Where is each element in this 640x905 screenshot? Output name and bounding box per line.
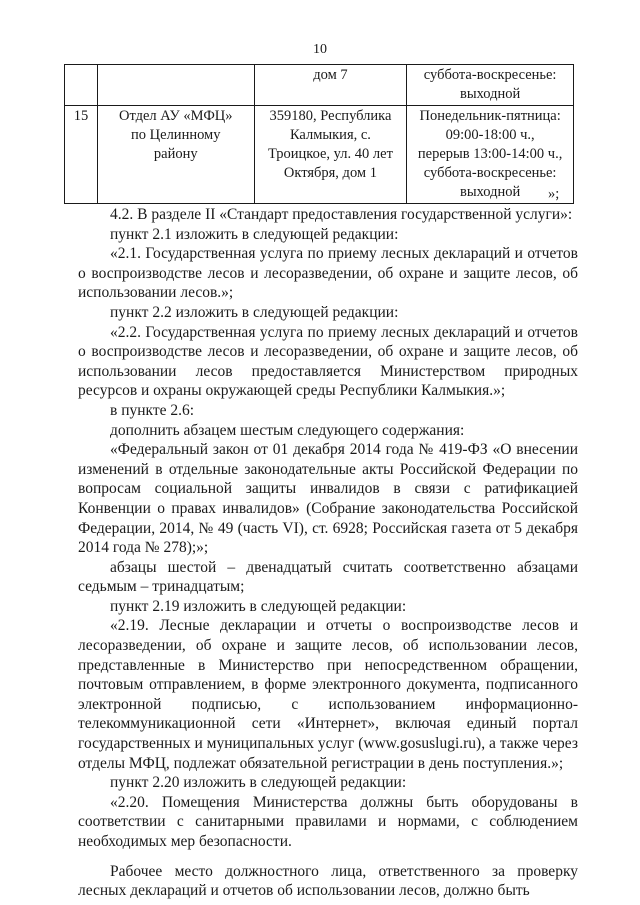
row-number-cell (65, 65, 98, 106)
cell-line: перерыв 13:00-14:00 ч., (417, 146, 563, 162)
office-name-cell (97, 65, 254, 106)
cell-line: дом 7 (313, 67, 348, 83)
body-paragraph: Рабочее место должностного лица, ответственного за проверку лесных деклараций и отчетов об использовании лесов, должно быть (78, 862, 578, 900)
cell-line: Понедельник-пятница: (419, 108, 561, 124)
table-row (65, 65, 574, 106)
quoted-paragraph: «2.2. Государственная услуга по приему лесных деклараций и отчетов о воспроизводстве лесов и лесоразведении, об охране и защите лесов, об использовании лесов предоставляется Министерством природных ресурсов и охраны окружающей среды Республики Калмыкия.»; (78, 323, 578, 400)
cell-line: Октября, дом 1 (283, 165, 377, 181)
section-heading-paragraph: 4.2. В разделе II «Стандарт предоставления государственной услуги»: (110, 206, 573, 223)
cell-line: Калмыкия, с. (289, 127, 371, 143)
cell-line: Отдел АУ «МФЦ» (119, 108, 233, 124)
instruction-paragraph: пункт 2.19 изложить в следующей редакции: (110, 597, 407, 615)
cell-line: выходной (460, 86, 521, 102)
table-closing-quote: »; (548, 186, 560, 202)
office-name-cell (97, 106, 254, 204)
office-address-cell (254, 65, 407, 106)
instruction-paragraph: дополнить абзацем шестым следующего содержания: (110, 421, 465, 439)
office-hours-cell (407, 65, 574, 106)
instruction-paragraph: абзацы шестой – двенадцатый считать соответственно абзацами седьмым – тринадцатым; (78, 558, 578, 596)
cell-line: району (153, 146, 198, 162)
cell-line: по Целинному (131, 127, 221, 143)
table-row (65, 106, 574, 204)
quoted-paragraph: «2.19. Лесные декларации и отчеты о воспроизводстве лесов и лесоразведении, об охране и защите лесов, об использовании лесов, представленные в Министерство при непосредственном обращении, почтовым отправлением, в форме электронного документа, подписанного электронной подписью, с использованием информационно-телекоммуникационной сети «Интернет», включая единый портал государственных и муниципальных услуг (www.gosuslugi.ru), а также через отделы МФЦ, подлежат обязательной регистрации в день поступления.»; (78, 617, 578, 772)
cell-line: 359180, Республика (269, 108, 392, 124)
office-address-cell (254, 106, 407, 204)
quoted-paragraph: «Федеральный закон от 01 декабря 2014 года № 419-ФЗ «О внесении изменений в отдельные законодательные акты Российской Федерации по вопросам социальной защиты инвалидов в связи с ратификацией Конвенции о правах инвалидов» (Собрание законодательства Российской Федерации, 2014, № 49 (часть VI), ст. 6928; Российская газета от 5 декабря 2014 года № 278);»; (78, 441, 578, 557)
row-number-cell: 15 (65, 106, 98, 204)
page-number: 10 (313, 42, 327, 57)
cell-line: суббота-воскресенье: (423, 165, 557, 181)
cell-line: Троицкое, ул. 40 лет (267, 146, 393, 162)
document-body (78, 205, 578, 901)
cell-line: выходной (460, 184, 521, 200)
instruction-paragraph: пункт 2.1 изложить в следующей редакции: (110, 225, 399, 243)
quoted-paragraph: «2.20. Помещения Министерства должны быть оборудованы в соответствии с санитарными правилами и нормами, с соблюдением необходимых мер безопасности. (78, 793, 578, 850)
cell-line: 09:00-18:00 ч., (445, 127, 535, 143)
instruction-paragraph: пункт 2.20 изложить в следующей редакции: (110, 774, 407, 792)
instruction-paragraph: пункт 2.2 изложить в следующей редакции: (110, 303, 399, 321)
mfc-offices-table (64, 64, 574, 204)
cell-line: суббота-воскресенье: (423, 67, 557, 83)
quoted-paragraph: «2.1. Государственная услуга по приему лесных деклараций и отчетов о воспроизводстве лесов и лесоразведении, об охране и защите лесов, об использовании лесов.»; (78, 245, 578, 302)
instruction-paragraph: в пункте 2.6: (110, 401, 195, 419)
